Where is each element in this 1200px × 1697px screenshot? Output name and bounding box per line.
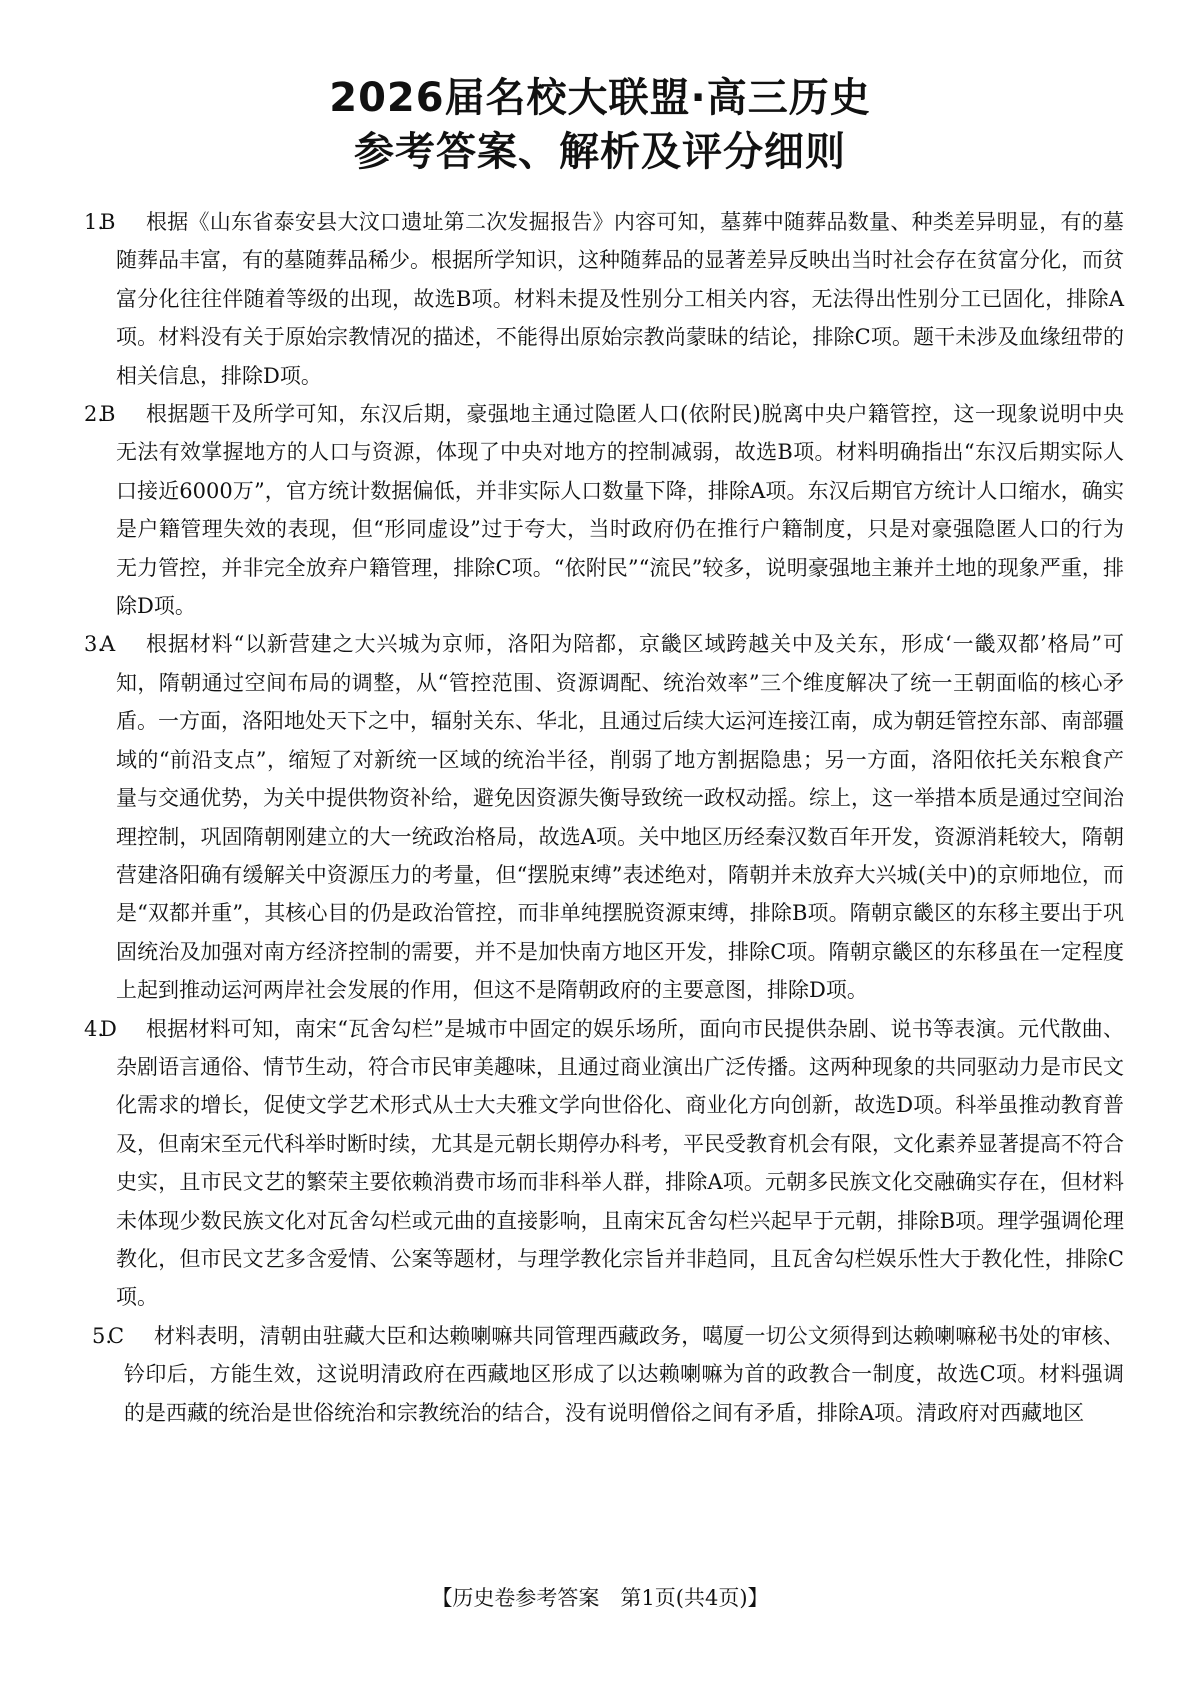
page-subtitle: 参考答案、解析及评分细则 <box>354 129 846 175</box>
answer-key: C <box>108 1323 125 1348</box>
answer-explanation: 根据《山东省泰安县大汶口遗址第二次发掘报告》内容可知，墓葬中随葬品数量、种类差异明显，有的墓随葬品丰富，有的墓随葬品稀少。根据所学知识，这种随葬品的显著差异反映出当时社会存在贫富分化，而贫富分化往往伴随着等级的出现，故选B项。材料未提及性别分工相关内容，无法得出性别分工已固化，排除A项。材料没有关于原始宗教情况的描述，不能得出原始宗教尚蒙昧的结论，排除C项。题干未涉及血缘纽带的相关信息，排除D项。 <box>116 210 1124 388</box>
answer-key: B <box>100 402 116 427</box>
question-number: 4. <box>84 1016 105 1041</box>
question-number: 3. <box>84 632 105 657</box>
answer-explanation: 根据材料可知，南宋“瓦舍勾栏”是城市中固定的娱乐场所，面向市民提供杂剧、说书等表演。元代散曲、杂剧语言通俗、情节生动，符合市民审美趣味，且通过商业演出广泛传播。这两种现象的共同驱动力是市民文化需求的增长，促使文学艺术形式从士大夫雅文学向世俗化、商业化方向创新，故选D项。科举虽推动教育普及，但南宋至元代科举时断时续，尤其是元朝长期停办科考，平民受教育机会有限，文化素养显著提高不符合史实，且市民文艺的繁荣主要依赖消费市场而非科举人群，排除A项。元朝多民族文化交融确实存在，但材料未体现少数民族文化对瓦舍勾栏或元曲的直接影响，且南宋瓦舍勾栏兴起早于元朝，排除B项。理学强调伦理教化，但市民文艺多含爱情、公案等题材，与理学教化宗旨并非趋同，且瓦舍勾栏娱乐性大于教化性，排除C项。 <box>116 1016 1124 1310</box>
page-title: 2026届名校大联盟·高三历史 <box>329 75 871 121</box>
question-number: 1. <box>84 210 105 234</box>
answer-explanation: 根据题干及所学可知，东汉后期，豪强地主通过隐匿人口(依附民)脱离中央户籍管控，这一现象说明中央无法有效掌握地方的人口与资源，体现了中央对地方的控制减弱，故选B项。材料明确指出“东汉后期实际人口接近6000万”，官方统计数据偏低，并非实际人口数量下降，排除A项。东汉后期官方统计人口缩水，确实是户籍管理失效的表现，但“形同虚设”过于夸大，当时政府仍在推行户籍制度，只是对豪强隐匿人口的行为无力管控，并非完全放弃户籍管理，排除C项。“依附民”“流民”较多，说明豪强地主兼并土地的现象严重，排除D项。 <box>116 402 1124 619</box>
answer-item-3 <box>84 625 1124 1009</box>
page-footer: 【历史卷参考答案 第1页(共4页)】 <box>431 1586 769 1610</box>
answer-item-5 <box>84 1317 1124 1432</box>
answer-explanation: 根据材料“以新营建之大兴城为京师，洛阳为陪都，京畿区域跨越关中及关东，形成‘一畿双都’格局”可知，隋朝通过空间布局的调整，从“管控范围、资源调配、统治效率”三个维度解决了统一王朝面临的核心矛盾。一方面，洛阳地处天下之中，辐射关东、华北，且通过后续大运河连接江南，成为朝廷管控东部、南部疆域的“前沿支点”，缩短了对新统一区域的统治半径，削弱了地方割据隐患；另一方面，洛阳依托关东粮食产量与交通优势，为关中提供物资补给，避免因资源失衡导致统一政权动摇。综上，这一举措本质是通过空间治理控制，巩固隋朝刚建立的大一统政治格局，故选A项。关中地区历经秦汉数百年开发，资源消耗较大，隋朝营建洛阳确有缓解关中资源压力的考量，但“摆脱束缚”表述绝对，隋朝并未放弃大兴城(关中)的京师地位，而是“双都并重”，其核心目的仍是政治管控，而非单纯摆脱资源束缚，排除B项。隋朝京畿区的东移主要出于巩固统治及加强对南方经济控制的需要，并不是加快南方地区开发，排除C项。隋朝京畿区的东移虽在一定程度上起到推动运河两岸社会发展的作用，但这不是隋朝政府的主要意图，排除D项。 <box>116 632 1124 1003</box>
answer-list <box>84 203 1124 1432</box>
answer-key: A <box>100 632 116 657</box>
answer-item-4 <box>84 1010 1124 1317</box>
answer-item-1 <box>84 203 1124 395</box>
answer-item-2 <box>84 395 1124 625</box>
answer-key: D <box>100 1016 117 1041</box>
question-number: 2. <box>84 402 105 427</box>
answer-explanation: 材料表明，清朝由驻藏大臣和达赖喇嘛共同管理西藏政务，噶厦一切公文须得到达赖喇嘛秘书处的审核、钤印后，方能生效，这说明清政府在西藏地区形成了以达赖喇嘛为首的政教合一制度，故选C项。材料强调的是西藏的统治是世俗统治和宗教统治的结合，没有说明僧俗之间有矛盾，排除A项。清政府对西藏地区 <box>124 1323 1124 1425</box>
question-number: 5. <box>92 1323 113 1348</box>
answer-key: B <box>100 210 116 234</box>
